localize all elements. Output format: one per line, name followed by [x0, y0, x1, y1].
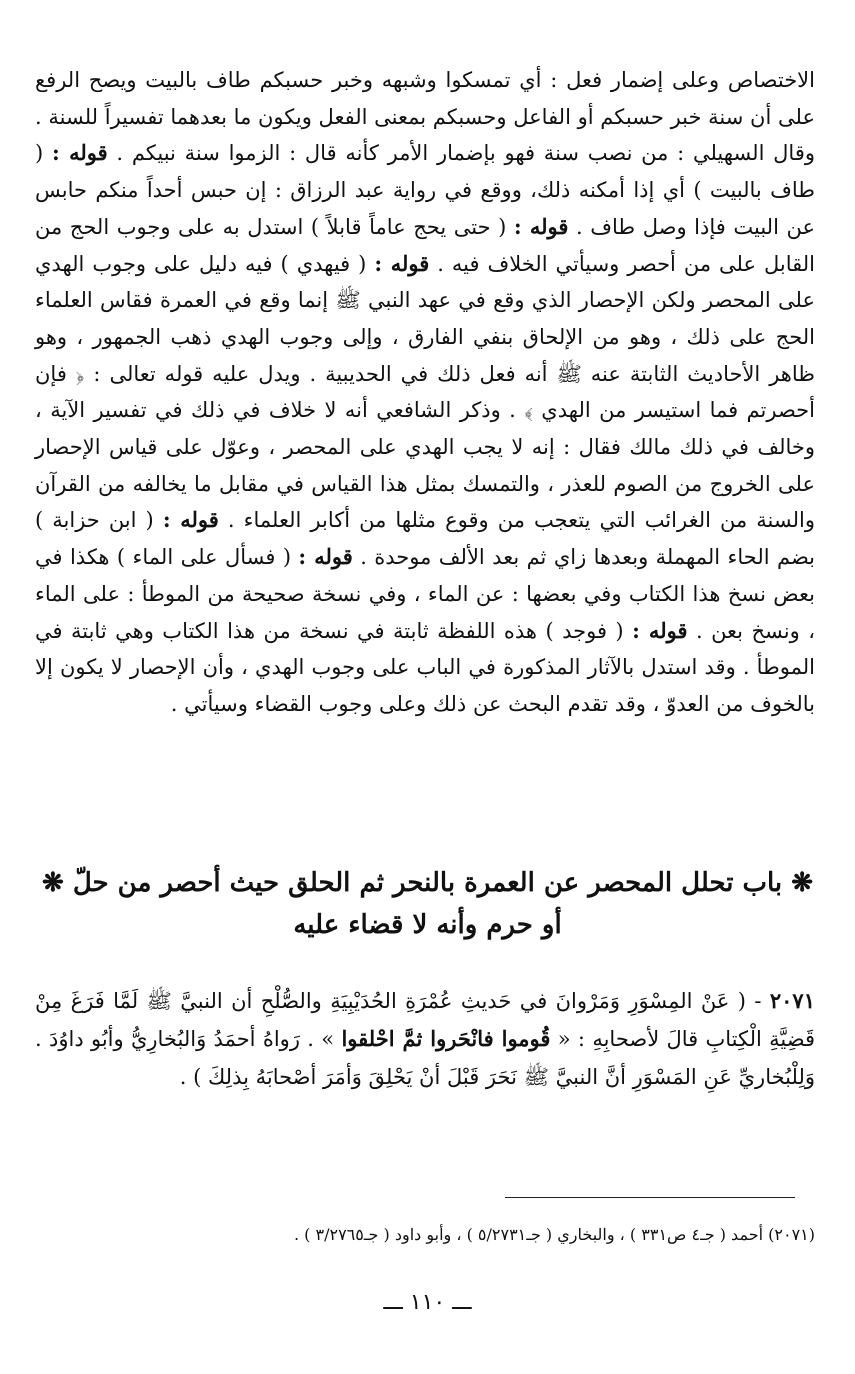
- star-ornament-icon: ❋: [791, 868, 814, 898]
- hadith-segment: - ( عَنْ المِسْوَرِ وَمَرْوانَ في حَديثِ عُمْرَةِ الحُدَيْبِيَةِ والصُّلْحِ أن النبيَّ ﷺ لَمَّا فَرَغَ مِنْ قَضِيَّةِ الْكِتابِ قالَ لأصحابِهِ : «: [35, 989, 816, 1051]
- keyword-qawluhu: قوله :: [374, 250, 430, 276]
- keyword-qawluhu: قوله :: [51, 140, 108, 166]
- hadith-text: [35, 982, 815, 1096]
- keyword-qawluhu: قوله :: [298, 544, 353, 570]
- keyword-qawluhu: قوله :: [513, 213, 569, 239]
- hadith-segment: » . رَواهُ أحمَدُ وَالبُخارِيُّ وأبُو داوُدَ . وَلِلْبُخاريِّ عَنِ المَسْوَرِ أنَّ النبيَّ ﷺ نَحَرَ قَبْلَ أنْ يَحْلِقَ وَأمَرَ أصْحابَهُ بِذلِكَ ) .: [35, 1027, 815, 1089]
- chapter-heading: [30, 862, 825, 946]
- chapter-heading-line-2: أو حرم وأنه لا قضاء عليه: [293, 910, 562, 940]
- star-ornament-icon: ❋: [41, 868, 64, 898]
- commentary-segment: ( فوجد ) هذه اللفظة ثابتة في نسخة من هذا الكتاب وهي ثابتة في الموطأ . وقد استدل بالآثار المذكورة في الباب على وجوب الهدي ، وأن الإحصار لا يكون إلا بالخوف من العدوّ ، وقد تقدم البحث عن ذلك وعلى وجوب القضاء وسيأتي .: [35, 618, 815, 716]
- page-number: ـــ ١١٠ ـــ: [383, 1290, 472, 1315]
- keyword-qawluhu: قوله :: [632, 617, 688, 643]
- commentary-segment: الاختصاص وعلى إضمار فعل : أي تمسكوا وشبهه وخبر حسبكم طاف بالبيت ويصح الرفع على أن سنة خبر حسبكم أو الفاعل وحسبكم بمعنى الفعل ويكون ما بعدهما تفسيراً للسنة . وقال السهيلي : من نصب سنة فهو بإضمار الأمر كأنه قال : الزموا سنة نبيكم .: [35, 68, 816, 166]
- commentary-paragraph: [35, 62, 815, 723]
- commentary-segment: ( طاف بالبيت ) أي إذا أمكنه ذلك، ووقع في رواية عبد الرزاق : إن حبس أحداً منكم حابس عن البيت فإذا وصل طاف .: [35, 141, 815, 239]
- keyword-qawluhu: قوله :: [162, 507, 219, 533]
- commentary-segment: ( حتى يحج عاماً قابلاً ) استدل به على وجوب الحج من القابل على من أحصر وسيأتي الخلاف فيه .: [35, 214, 816, 276]
- chapter-heading-line-1: [30, 862, 825, 904]
- hadith-number: ٢٠٧١: [769, 988, 815, 1013]
- commentary-text: [35, 62, 815, 723]
- footnote: (٢٠٧١) أحمد ( جـ٤ ص٣٣١ ) ، والبخاري ( جـ٥/٢٧٣١ ) ، وأبو داود ( جـ٣/٢٧٦٥ ) .: [293, 1225, 815, 1244]
- commentary-segment: ( فسأل على الماء ) هكذا في بعض نسخ هذا الكتاب وفي بعضها : عن الماء ، وفي نسخة صحيحة من الموطأ : على الماء ، ونسخ بعن .: [35, 545, 815, 643]
- hadith-paragraph: [35, 982, 815, 1096]
- chapter-heading-text: باب تحلل المحصر عن العمرة بالنحر ثم الحلق حيث أحصر من حلّ: [72, 868, 783, 898]
- commentary-segment: ( فيهدي ) فيه دليل على وجوب الهدي على المحصر ولكن الإحصار الذي وقع في عهد النبي ﷺ إنما وقع في العمرة فقاس العلماء الحج على ذلك ، وهو من الإلحاق بنفي الفارق ، وإلى وجوب الهدي ذهب الجمهور ، وهو ظاهر الأحاديث الثابتة عنه ﷺ أنه فعل ذلك في الحديبية . ويدل عليه قوله تعالى : ﴿ فإن أحصرتم فما استيسر من الهدي ﴾ . وذكر الشافعي أنه لا خلاف في ذلك في تفسير الآية ، وخالف في ذلك مالك فقال : إنه لا يجب الهدي على المحصر ، وعوّل على قياس الإحصار على الخروج من الصوم للعذر ، والتمسك بمثل هذا القياس في مقابل ما يخالفه من القرآن والسنة من الغرائب التي يتعجب من وقوع مثلها من أكابر العلماء .: [35, 251, 815, 533]
- footnote-divider: [505, 1197, 795, 1198]
- hadith-quote: قُوموا فانْحَروا ثمَّ احْلقوا: [341, 1026, 551, 1051]
- commentary-segment: ( ابن حزابة ) بضم الحاء المهملة وبعدها زاي ثم بعد الألف موحدة .: [35, 508, 815, 570]
